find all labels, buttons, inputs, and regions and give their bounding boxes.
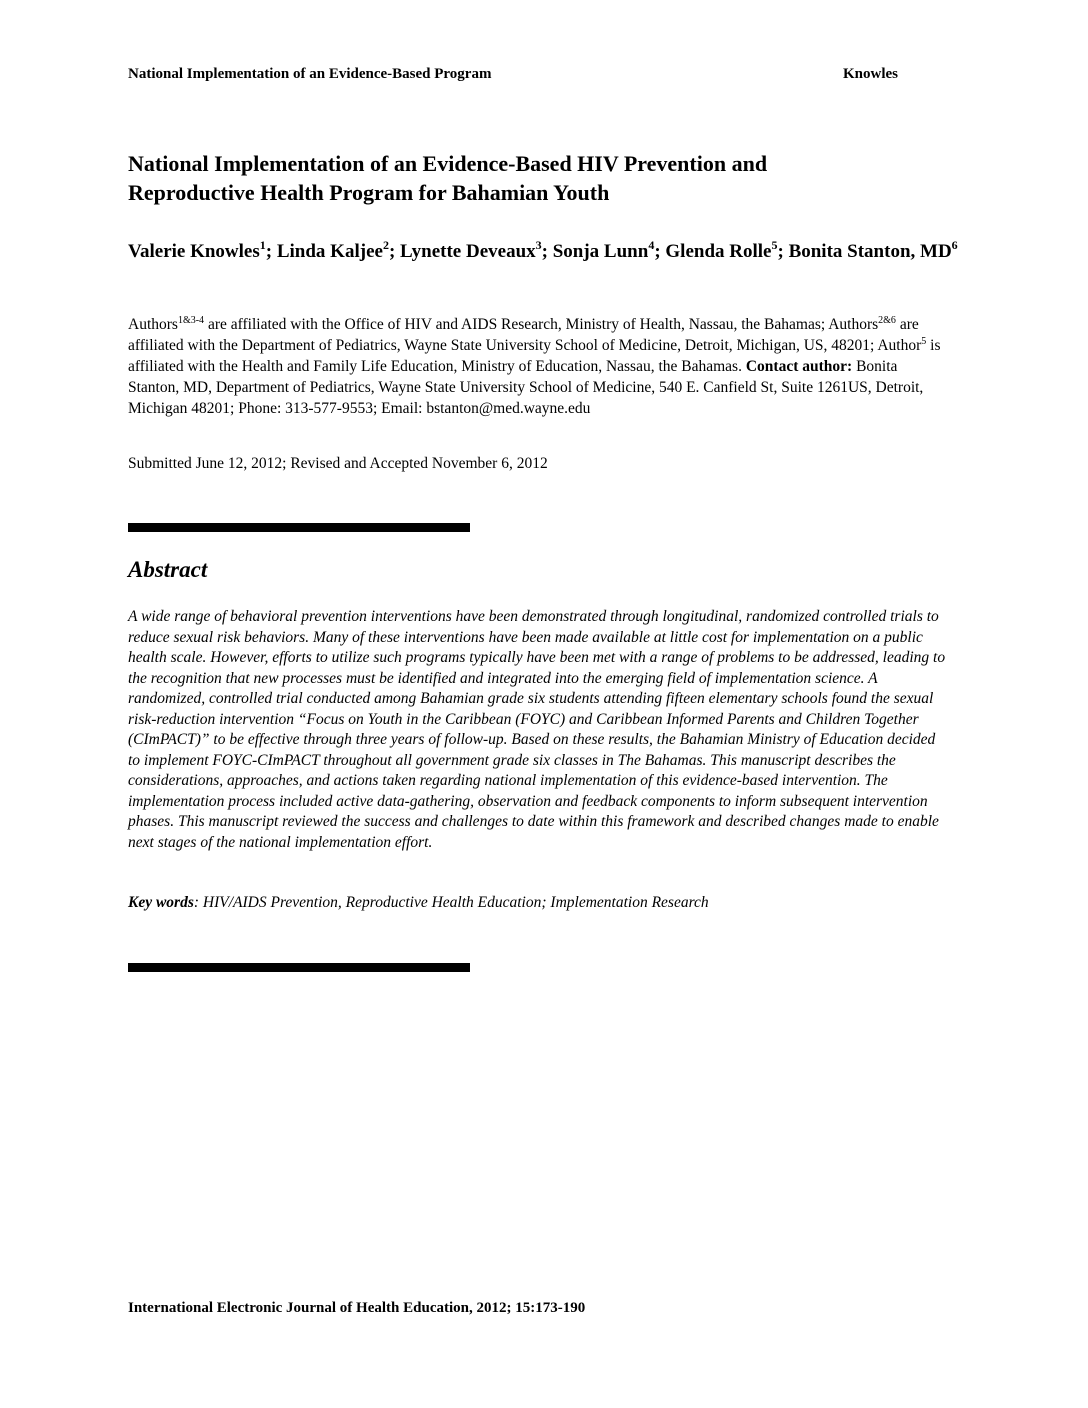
- author-name: Sonja Lunn: [552, 241, 649, 262]
- author-separator: ;: [654, 241, 666, 262]
- author-name: Valerie Knowles: [128, 241, 260, 262]
- keywords: [128, 894, 950, 912]
- affiliations: [128, 314, 950, 419]
- paper-title-line-2: Reproductive Health Program for Bahamian Youth: [128, 180, 610, 205]
- author-name: Glenda Rolle: [665, 241, 772, 262]
- affiliation-marker: 5: [921, 336, 927, 347]
- author-name: Bonita Stanton, MD: [788, 241, 952, 262]
- contact-author-label: Contact author:: [745, 358, 853, 375]
- running-header-title: National Implementation of an Evidence-Based Program: [128, 66, 492, 82]
- author-separator: ;: [541, 241, 553, 262]
- keywords-text: : HIV/AIDS Prevention, Reproductive Health Education; Implementation Research: [193, 894, 709, 911]
- affiliation-text: are affiliated with the Department of Pediatrics, Wayne State University School of Medicine, Detroit, Michigan, US, 48201;: [128, 316, 919, 354]
- abstract-heading: Abstract: [128, 557, 208, 582]
- paper-title: [128, 149, 948, 207]
- keywords-label: Key words: [128, 894, 194, 911]
- affiliation-prefix: Authors: [828, 316, 879, 333]
- section-divider-bottom: [128, 963, 470, 972]
- paper-title-line-1: National Implementation of an Evidence-Based HIV Prevention and: [128, 151, 768, 176]
- author-name: Linda Kaljee: [276, 241, 383, 262]
- journal-citation-footer: International Electronic Journal of Health Education, 2012; 15:173-190: [128, 1300, 586, 1316]
- author-name: Lynette Deveaux: [400, 241, 536, 262]
- author-separator: ;: [388, 241, 401, 262]
- affiliation-prefix: Author: [877, 337, 922, 354]
- affiliation-text: is affiliated with the Health and Family Life Education, Ministry of Education, Nassau, the Bahamas.: [128, 337, 941, 375]
- abstract-body: A wide range of behavioral prevention interventions have been demonstrated through longitudinal, randomized controlled trials to reduce sexual risk behaviors. Many of these interventions have been made available at little cost for implementation on a public health scale. However, efforts to utilize such programs typically have been met with a range of problems to be addressed, leading to the recognition that new processes must be identified and integrated into the emerging field of implementation science. A randomized, controlled trial conducted among Bahamian grade six students attending fifteen elementary schools found the sexual risk-reduction intervention “Focus on Youth in the Caribbean (FOYC) and Caribbean Informed Parents and Children Together (CImPACT)” to be effective through three years of follow-up. Based on these results, the Bahamian Ministry of Education decided to implement FOYC-CImPACT throughout all government grade six classes in The Bahamas. This manuscript describes the considerations, approaches, and actions taken regarding national implementation of this evidence-based intervention. The implementation process included active data-gathering, observation and feedback components to inform subsequent intervention phases. This manuscript reviewed the success and challenges to date within this framework and described changes made to enable next stages of the national implementation effort.: [128, 608, 946, 851]
- section-divider-top: [128, 523, 470, 532]
- submission-dates: Submitted June 12, 2012; Revised and Accepted November 6, 2012: [128, 455, 548, 472]
- affiliation-text: are affiliated with the Office of HIV and AIDS Research, Ministry of Health, Nassau, the Bahamas;: [204, 316, 829, 333]
- author-affiliation-marker: 2: [382, 238, 389, 252]
- author-affiliation-marker: 4: [648, 238, 655, 252]
- author-affiliation-marker: 5: [771, 238, 778, 252]
- author-separator: ;: [777, 241, 789, 262]
- author-separator: ;: [265, 241, 277, 262]
- author-list: [128, 237, 958, 266]
- author-affiliation-marker: 3: [535, 238, 542, 252]
- author-affiliation-marker: 1: [259, 238, 266, 252]
- author-affiliation-marker: 6: [951, 238, 958, 252]
- affiliation-marker: 1&3-4: [177, 315, 205, 326]
- running-header-author: Knowles: [842, 66, 898, 82]
- contact-author-details: Bonita Stanton, MD, Department of Pediatrics, Wayne State University School of Medicine, 540 E. Canfield St, Suite 1261US, Detroit, Michigan 48201; Phone: 313-577-9553; Email: bstanton@med.wayne.edu: [128, 358, 924, 417]
- affiliation-prefix: Authors: [128, 316, 178, 333]
- affiliation-marker: 2&6: [878, 315, 896, 326]
